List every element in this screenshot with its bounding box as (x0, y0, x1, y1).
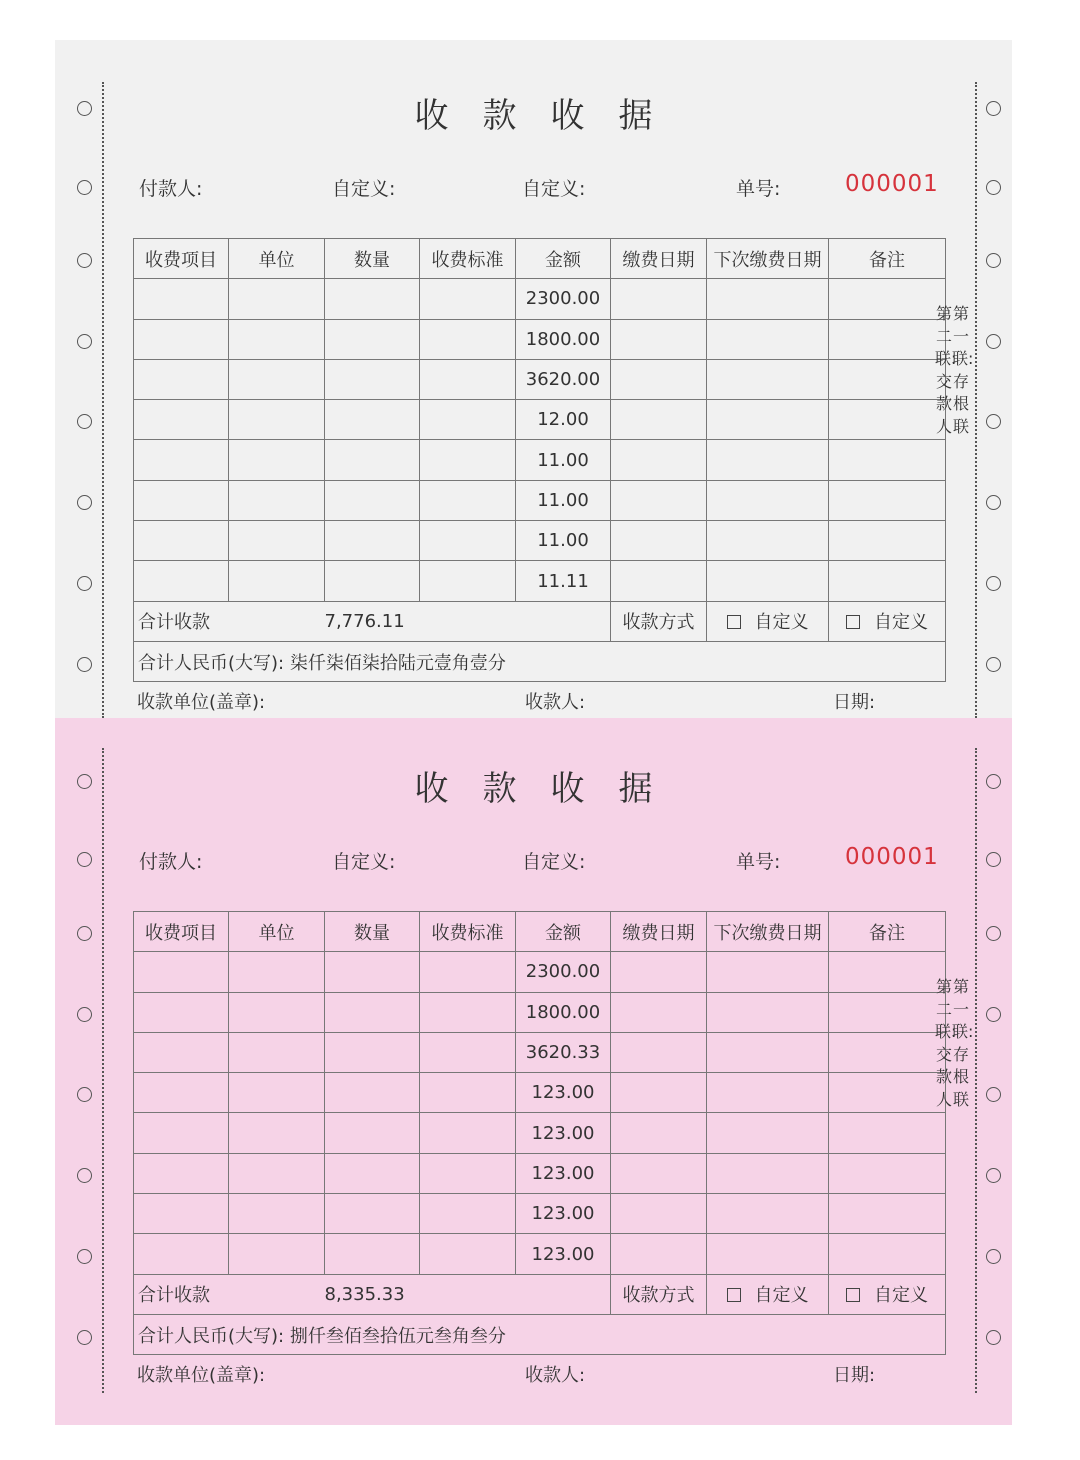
amount-cell: 123.00 (516, 1073, 611, 1113)
feed-hole-icon (77, 253, 92, 268)
perforation-right (975, 82, 977, 718)
amount-cell: 11.00 (516, 440, 611, 480)
total-label: 合计收款 (134, 1274, 325, 1314)
header-cell: 收费标准 (420, 912, 516, 952)
feed-hole-icon (986, 1330, 1001, 1345)
feed-hole-icon (77, 495, 92, 510)
serial-label: 单号: (736, 851, 781, 873)
header-cell: 下次缴费日期 (707, 912, 829, 952)
serial-number: 000001 (845, 171, 939, 197)
table-row (134, 1153, 946, 1193)
table-row (134, 480, 946, 520)
header-cell: 下次缴费日期 (707, 239, 829, 279)
total-row (134, 601, 946, 641)
amount-cell: 3620.33 (516, 1032, 611, 1072)
header-cell: 数量 (325, 239, 420, 279)
table-row (134, 1113, 946, 1153)
feed-hole-icon (77, 180, 92, 195)
copy-label-col1: 第二联:交款人 (935, 304, 957, 436)
payment-method-label: 收款方式 (611, 601, 707, 641)
feed-hole-icon (986, 1249, 1001, 1264)
header-cell: 缴费日期 (611, 912, 707, 952)
checkbox-icon[interactable] (727, 1288, 741, 1302)
table-row (134, 359, 946, 399)
feed-hole-icon (77, 1249, 92, 1264)
total-value: 7,776.11 (325, 601, 611, 641)
amount-cell: 2300.00 (516, 952, 611, 992)
amount-cell: 11.11 (516, 561, 611, 601)
feed-hole-icon (77, 1168, 92, 1183)
table-header-row (134, 239, 946, 279)
receipt-sheet-pink (55, 718, 1012, 1425)
header-cell: 单位 (229, 912, 325, 952)
table-row (134, 1032, 946, 1072)
rmb-amount-words: 合计人民币(大写): 柒仟柒佰柒拾陆元壹角壹分 (134, 641, 946, 681)
checkbox-icon[interactable] (846, 615, 860, 629)
table-row (134, 1234, 946, 1274)
rmb-row (134, 641, 946, 681)
feed-hole-icon (986, 253, 1001, 268)
rmb-row (134, 1314, 946, 1354)
header-cell: 金额 (516, 912, 611, 952)
amount-cell: 123.00 (516, 1153, 611, 1193)
receipt-title: 收款收据 (414, 769, 687, 809)
table-row (134, 561, 946, 601)
perforation-right (975, 748, 977, 1393)
feed-hole-icon (986, 926, 1001, 941)
feed-hole-icon (77, 414, 92, 429)
custom-field-label: 自定义: (522, 178, 586, 200)
date-label: 日期: (833, 692, 876, 713)
copy-label-col2: 第一联:存根联 (952, 977, 974, 1109)
feed-hole-icon (986, 1007, 1001, 1022)
amount-cell: 1800.00 (516, 319, 611, 359)
feed-hole-icon (986, 414, 1001, 429)
amount-cell: 3620.00 (516, 359, 611, 399)
feed-hole-icon (986, 576, 1001, 591)
rmb-amount-words: 合计人民币(大写): 捌仟叁佰叁拾伍元叁角叁分 (134, 1314, 946, 1354)
issuer-unit-label: 收款单位(盖章): (137, 1365, 266, 1386)
feed-hole-icon (986, 180, 1001, 195)
serial-number: 000001 (845, 844, 939, 870)
feed-hole-icon (986, 334, 1001, 349)
feed-hole-icon (77, 852, 92, 867)
total-value: 8,335.33 (325, 1274, 611, 1314)
amount-cell: 11.00 (516, 480, 611, 520)
feed-hole-icon (77, 1330, 92, 1345)
feed-hole-icon (77, 1007, 92, 1022)
custom-field-label: 自定义: (332, 851, 396, 873)
payer-label: 付款人: (139, 851, 203, 873)
header-cell: 收费项目 (134, 239, 229, 279)
feed-hole-icon (986, 657, 1001, 672)
header-cell: 单位 (229, 239, 325, 279)
copy-label-col2: 第一联:存根联 (952, 304, 974, 436)
header-cell: 数量 (325, 912, 420, 952)
amount-cell: 11.00 (516, 521, 611, 561)
payment-option[interactable]: 自定义 (829, 601, 946, 641)
issuer-unit-label: 收款单位(盖章): (137, 692, 266, 713)
date-label: 日期: (833, 1365, 876, 1386)
header-cell: 收费项目 (134, 912, 229, 952)
table-header-row (134, 912, 946, 952)
feed-hole-icon (986, 495, 1001, 510)
payment-option[interactable]: 自定义 (707, 601, 829, 641)
custom-field-label: 自定义: (332, 178, 396, 200)
header-cell: 金额 (516, 239, 611, 279)
amount-cell: 2300.00 (516, 279, 611, 319)
amount-cell: 123.00 (516, 1234, 611, 1274)
header-cell: 备注 (829, 239, 946, 279)
table-row (134, 1073, 946, 1113)
payee-label: 收款人: (525, 692, 586, 713)
receipt-title: 收款收据 (414, 96, 687, 136)
table-row (134, 521, 946, 561)
feed-hole-icon (986, 852, 1001, 867)
table-row (134, 319, 946, 359)
table-row (134, 400, 946, 440)
payment-option[interactable]: 自定义 (829, 1274, 946, 1314)
checkbox-icon[interactable] (727, 615, 741, 629)
payee-label: 收款人: (525, 1365, 586, 1386)
header-cell: 缴费日期 (611, 239, 707, 279)
custom-field-label: 自定义: (522, 851, 586, 873)
table-row (134, 279, 946, 319)
perforation-left (102, 748, 104, 1393)
table-row (134, 952, 946, 992)
checkbox-icon[interactable] (846, 1288, 860, 1302)
payer-label: 付款人: (139, 178, 203, 200)
amount-cell: 1800.00 (516, 992, 611, 1032)
receipt-sheet-white (55, 40, 1012, 718)
amount-cell: 12.00 (516, 400, 611, 440)
total-row (134, 1274, 946, 1314)
total-label: 合计收款 (134, 601, 325, 641)
serial-label: 单号: (736, 178, 781, 200)
amount-cell: 123.00 (516, 1194, 611, 1234)
header-cell: 备注 (829, 912, 946, 952)
payment-method-label: 收款方式 (611, 1274, 707, 1314)
amount-cell: 123.00 (516, 1113, 611, 1153)
feed-hole-icon (986, 1087, 1001, 1102)
table-row (134, 992, 946, 1032)
header-cell: 收费标准 (420, 239, 516, 279)
feed-hole-icon (77, 1087, 92, 1102)
feed-hole-icon (986, 1168, 1001, 1183)
feed-hole-icon (77, 657, 92, 672)
payment-option[interactable]: 自定义 (707, 1274, 829, 1314)
copy-label-col1: 第二联:交款人 (935, 977, 957, 1109)
table-row (134, 440, 946, 480)
feed-hole-icon (77, 576, 92, 591)
fee-table (133, 911, 946, 1355)
feed-hole-icon (77, 334, 92, 349)
feed-hole-icon (77, 926, 92, 941)
perforation-left (102, 82, 104, 718)
fee-table (133, 238, 946, 682)
table-row (134, 1194, 946, 1234)
